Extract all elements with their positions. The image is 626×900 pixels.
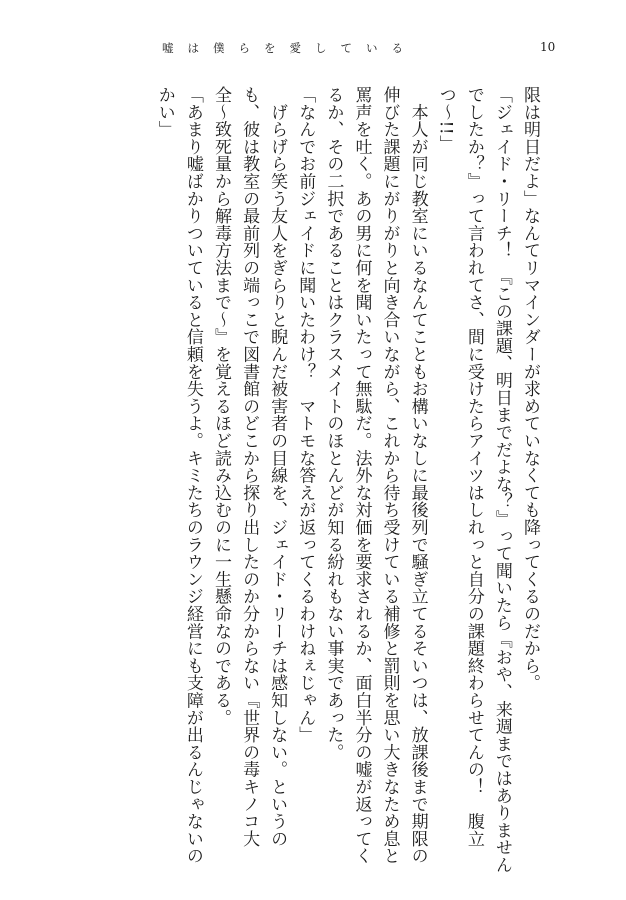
paragraph: 「ジェイド・リーチ！ 『この課題、明日までだよな？』って聞いたら『おや、来週まではありませんでしたか？』って言われてさ、間に受けたらアイツはしれっと自分の課題終わらせてんの！ 腹立つ〜!!」 xyxy=(435,86,512,874)
paragraph: 限は明日だよ」なんてリマインダーが求めていなくても降ってくるのだから。 xyxy=(520,86,540,692)
paragraph: 本人が同じ教室にいるなんてこともお構いなしに最後列で騒ぎ立てるそいつは、放課後まで期限の伸びた課題にがりがりと向き合いながら、これから待ち受けている補修と罰則を思い大きなため息と罵声を吐く。あの男に何を聞いたって無駄だ。法外な対価を要求されるか、面白半分の嘘が返ってくるか、その二択であることはクラスメイトのほとんどが知る紛れもない事実であった。 xyxy=(323,86,428,865)
body-text xyxy=(84,86,544,876)
running-title: 嘘は僕らを愛している xyxy=(162,41,417,55)
running-header xyxy=(0,40,626,64)
paragraph: 「あまり嘘ばかりついていると信頼を失うよ。キミたちのラウンジ経営にも支障が出るんじゃないのかい」 xyxy=(154,86,203,865)
paragraph: げらげら笑う友人をぎらりと睨んだ被害者の目線を、ジェイド・リーチは感知しない。というのも、彼は教室の最前列の端っこで図書館のどこから探り出したのか分からない『世界の毒キノコ大全〜致死量から解毒方法まで〜』を覚えるほど読み込むのに一生懸命なのである。 xyxy=(210,86,288,848)
paragraph: 「なんでお前ジェイドに聞いたわけ？ マトモな答えが返ってくるわけねぇじゃん」 xyxy=(295,86,316,744)
page-number: 10 xyxy=(540,40,556,54)
